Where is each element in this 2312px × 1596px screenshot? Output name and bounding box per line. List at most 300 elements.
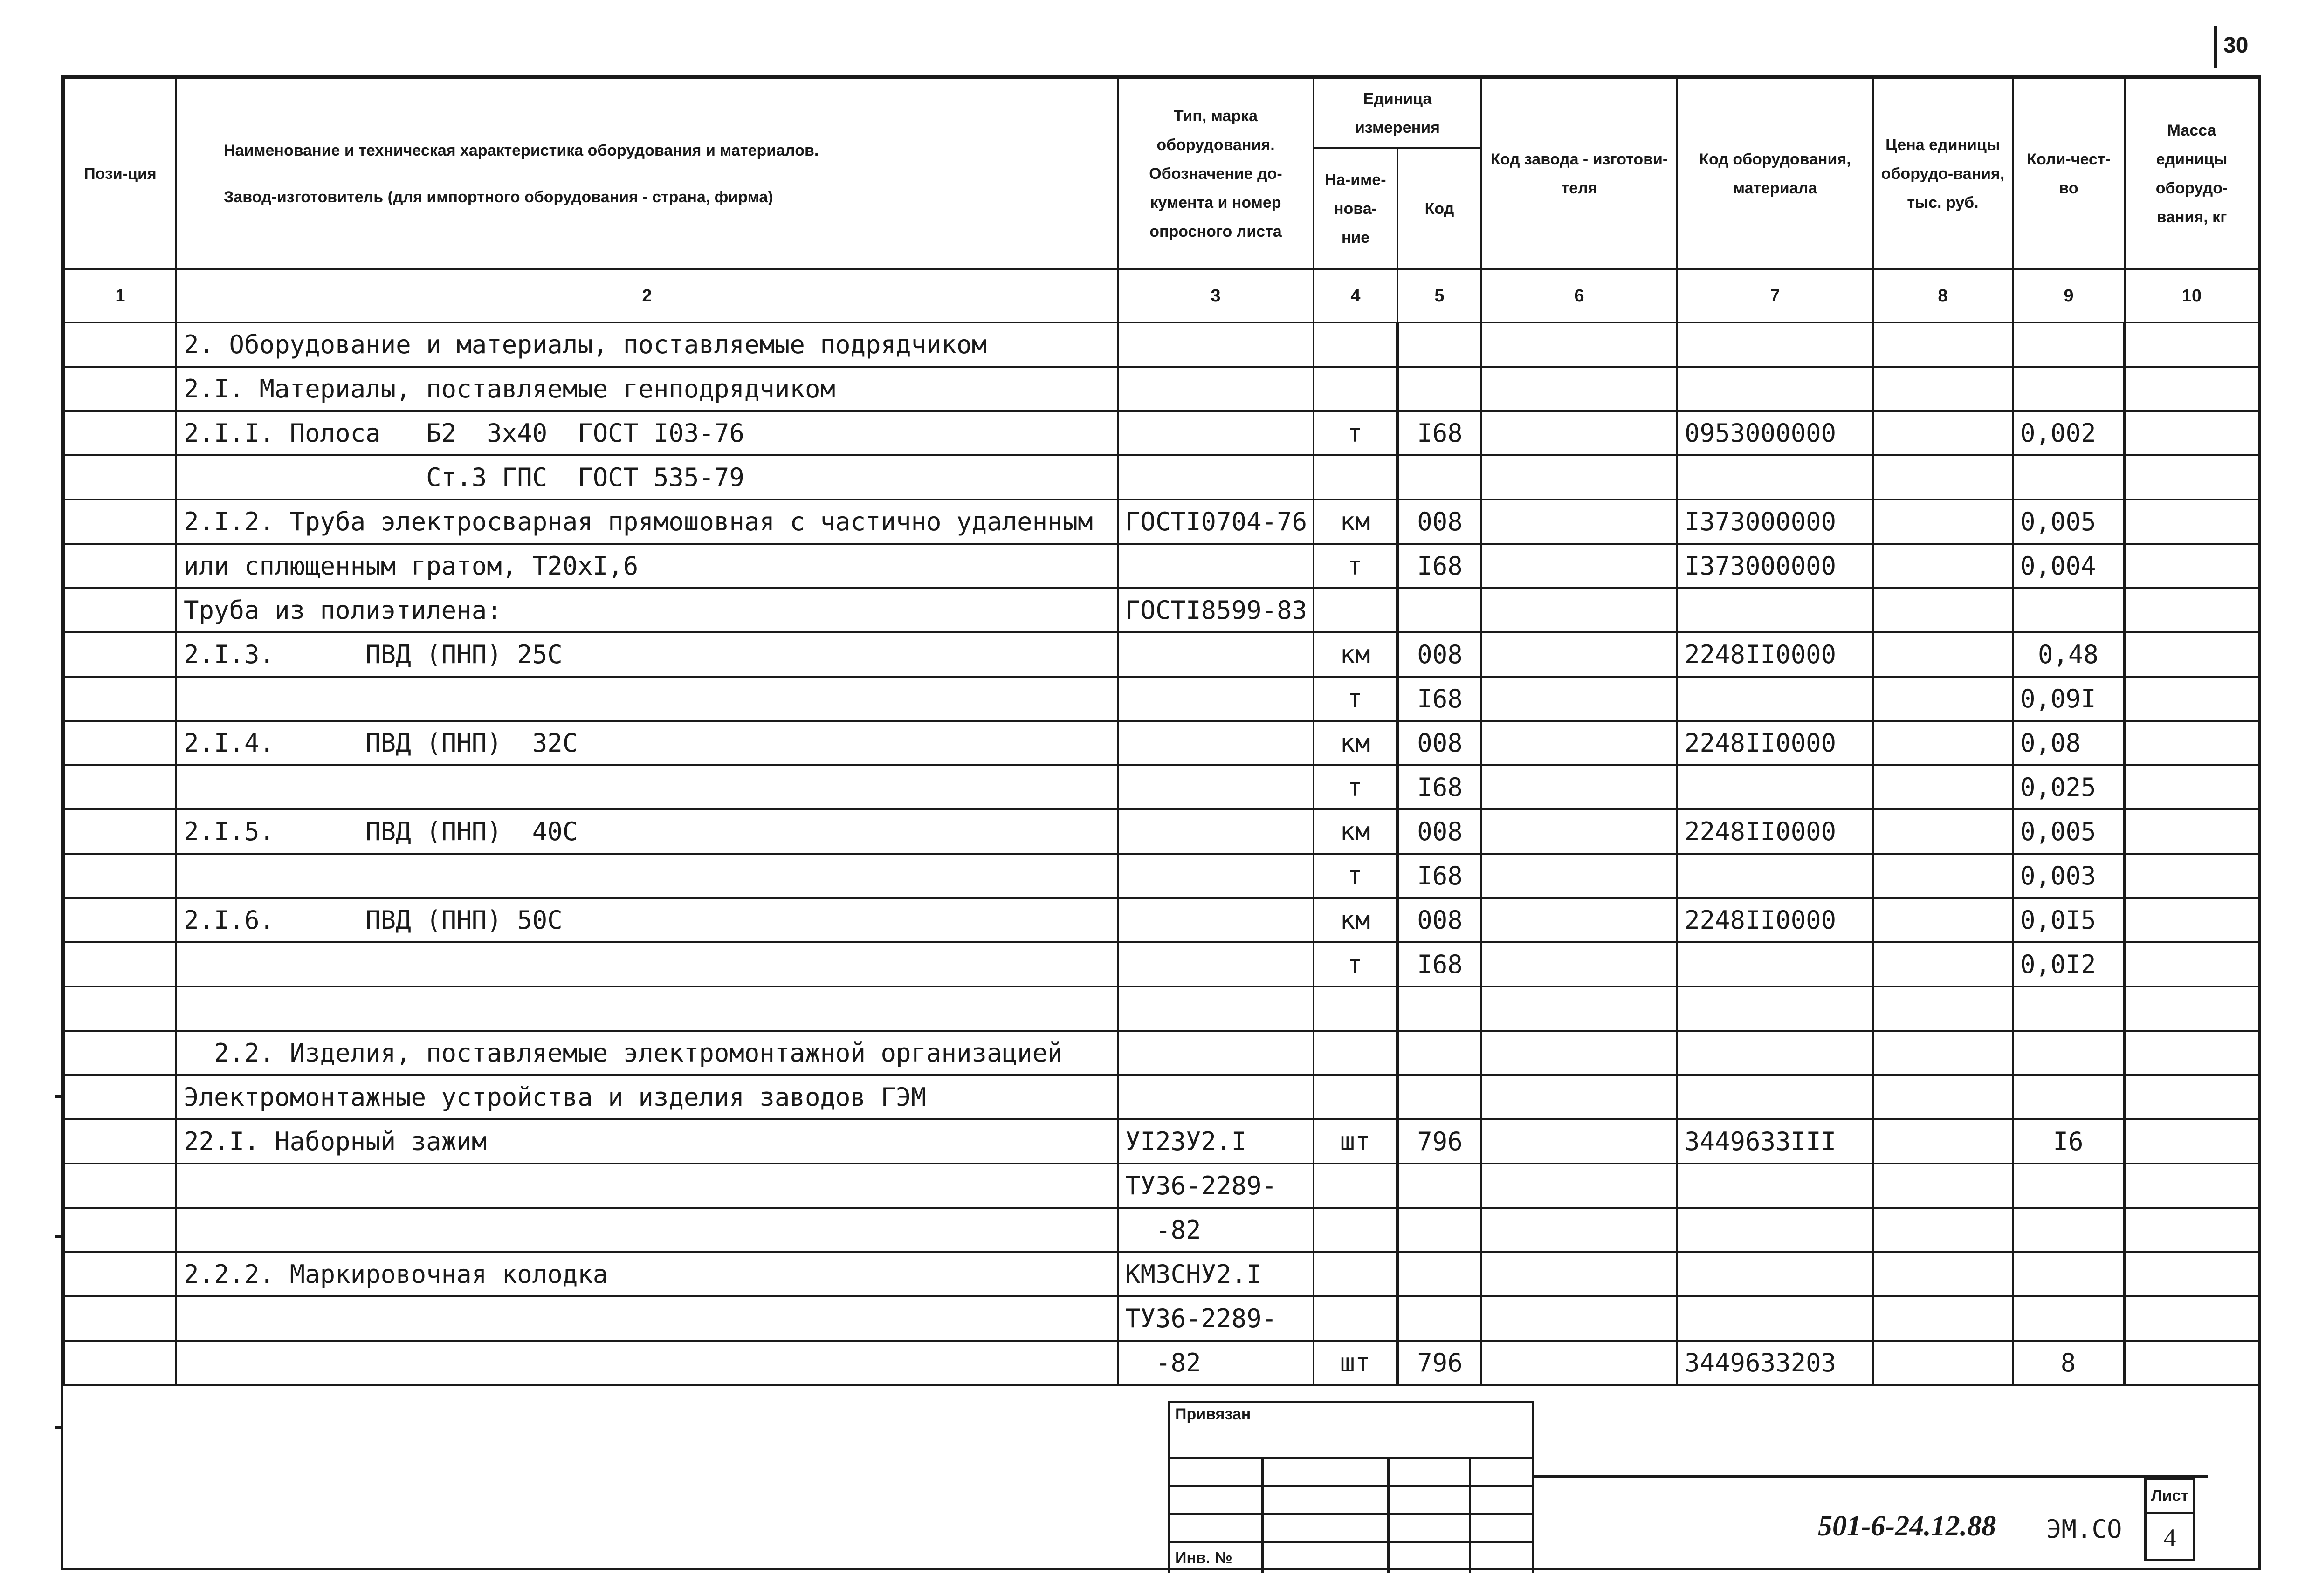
margin-tick [55, 1235, 62, 1238]
cell-qty: 0,005 [2013, 809, 2125, 854]
cell-pos [64, 1252, 176, 1296]
cell-code: I68 [1397, 677, 1481, 721]
cell-type [1118, 677, 1314, 721]
cell-name [176, 986, 1118, 1031]
cell-name [176, 1208, 1118, 1252]
document-mark: ЭМ.СО [2046, 1514, 2122, 1544]
cell-qty: 0,002 [2013, 411, 2125, 455]
cell-mass [2125, 898, 2259, 942]
cell-qty [2013, 367, 2125, 411]
table-body [64, 322, 2259, 1385]
stamp-line [1387, 1457, 1390, 1573]
cell-qty: 0,004 [2013, 544, 2125, 588]
header-factory-code: Код завода - изготови-теля [1481, 78, 1677, 269]
cell-qty: 0,09I [2013, 677, 2125, 721]
cell-price [1873, 942, 2013, 986]
cell-type [1118, 411, 1314, 455]
cell-pos [64, 942, 176, 986]
cell-unit [1314, 986, 1397, 1031]
cell-mass [2125, 588, 2259, 632]
inventory-label: Инв. № [1175, 1549, 1232, 1567]
cell-qty [2013, 986, 2125, 1031]
cell-pos [64, 721, 176, 765]
cell-equip [1677, 986, 1873, 1031]
cell-factory [1481, 588, 1677, 632]
cell-equip: 3449633203 [1677, 1341, 1873, 1385]
header-unit-code: Код [1397, 148, 1481, 269]
cell-code [1397, 367, 1481, 411]
cell-type [1118, 721, 1314, 765]
cell-price [1873, 1208, 2013, 1252]
cell-mass [2125, 677, 2259, 721]
table-row [64, 677, 2259, 721]
cell-pos [64, 1164, 176, 1208]
col-num: 7 [1677, 269, 1873, 322]
cell-type: КМЗСНУ2.I [1118, 1252, 1314, 1296]
cell-pos [64, 1031, 176, 1075]
cell-pos [64, 1119, 176, 1164]
cell-price [1873, 854, 2013, 898]
cell-name: 22.I. Наборный зажим [176, 1119, 1118, 1164]
cell-price [1873, 765, 2013, 809]
cell-mass [2125, 1252, 2259, 1296]
cell-factory [1481, 721, 1677, 765]
table-row [64, 1252, 2259, 1296]
cell-name: 2.I. Материалы, поставляемые генподрядчиком [176, 367, 1118, 411]
col-num: 9 [2013, 269, 2125, 322]
header-equipment-code: Код оборудования, материала [1677, 78, 1873, 269]
cell-name [176, 854, 1118, 898]
cell-price [1873, 1164, 2013, 1208]
cell-qty [2013, 1075, 2125, 1119]
cell-unit [1314, 455, 1397, 500]
cell-equip: I373000000 [1677, 544, 1873, 588]
cell-name: Труба из полиэтилена: [176, 588, 1118, 632]
cell-name: 2.I.3. ПВД (ПНП) 25С [176, 632, 1118, 677]
cell-code: 796 [1397, 1341, 1481, 1385]
stamp-line [1168, 1457, 1532, 1459]
column-number-row [64, 269, 2259, 322]
cell-equip: 3449633III [1677, 1119, 1873, 1164]
cell-mass [2125, 500, 2259, 544]
cell-name: 2.I.I. Полоса Б2 3х40 ГОСТ I03-76 [176, 411, 1118, 455]
cell-type: ТУ36-2289- [1118, 1296, 1314, 1341]
cell-name [176, 1341, 1118, 1385]
cell-type: ГОСТI8599-83 [1118, 588, 1314, 632]
table-row [64, 322, 2259, 367]
page-corner-tick [2214, 26, 2217, 68]
table-row [64, 632, 2259, 677]
table-row [64, 411, 2259, 455]
cell-qty: 8 [2013, 1341, 2125, 1385]
cell-code: I68 [1397, 765, 1481, 809]
cell-unit [1314, 1296, 1397, 1341]
cell-mass [2125, 986, 2259, 1031]
cell-pos [64, 854, 176, 898]
col-num: 5 [1397, 269, 1481, 322]
cell-price [1873, 544, 2013, 588]
cell-mass [2125, 1341, 2259, 1385]
cell-factory [1481, 765, 1677, 809]
cell-factory [1481, 367, 1677, 411]
cell-unit: т [1314, 942, 1397, 986]
cell-code: 008 [1397, 632, 1481, 677]
specification-sheet [61, 75, 2261, 1570]
cell-factory [1481, 411, 1677, 455]
cell-pos [64, 1075, 176, 1119]
cell-equip: 0953000000 [1677, 411, 1873, 455]
cell-name [176, 942, 1118, 986]
cell-price [1873, 367, 2013, 411]
cell-unit [1314, 1252, 1397, 1296]
cell-code [1397, 1031, 1481, 1075]
cell-unit: км [1314, 721, 1397, 765]
cell-factory [1481, 1164, 1677, 1208]
cell-unit [1314, 1208, 1397, 1252]
cell-factory [1481, 455, 1677, 500]
cell-unit: т [1314, 677, 1397, 721]
cell-mass [2125, 1164, 2259, 1208]
cell-price [1873, 1252, 2013, 1296]
table-row [64, 986, 2259, 1031]
cell-factory [1481, 898, 1677, 942]
table-row [64, 588, 2259, 632]
cell-equip: 2248II0000 [1677, 809, 1873, 854]
table-row [64, 544, 2259, 588]
cell-type [1118, 455, 1314, 500]
cell-pos [64, 1341, 176, 1385]
cell-code: 008 [1397, 898, 1481, 942]
cell-mass [2125, 322, 2259, 367]
cell-qty: 0,0I5 [2013, 898, 2125, 942]
cell-price [1873, 1296, 2013, 1341]
cell-code: I68 [1397, 411, 1481, 455]
cell-factory [1481, 1075, 1677, 1119]
cell-factory [1481, 322, 1677, 367]
cell-code [1397, 1075, 1481, 1119]
cell-mass [2125, 765, 2259, 809]
cell-equip [1677, 854, 1873, 898]
cell-name: Электромонтажные устройства и изделия заводов ГЭМ [176, 1075, 1118, 1119]
cell-unit [1314, 1031, 1397, 1075]
cell-type: ГОСТI0704-76 [1118, 500, 1314, 544]
attached-label: Привязан [1175, 1405, 1251, 1423]
table-row [64, 809, 2259, 854]
cell-type [1118, 854, 1314, 898]
cell-code: 008 [1397, 721, 1481, 765]
cell-price [1873, 677, 2013, 721]
cell-price [1873, 1075, 2013, 1119]
cell-name [176, 677, 1118, 721]
cell-pos [64, 677, 176, 721]
cell-equip [1677, 1075, 1873, 1119]
header-position: Пози-ция [64, 78, 176, 269]
cell-pos [64, 322, 176, 367]
cell-price [1873, 721, 2013, 765]
cell-unit: шт [1314, 1341, 1397, 1385]
cell-code: 008 [1397, 809, 1481, 854]
cell-unit: км [1314, 898, 1397, 942]
cell-type [1118, 809, 1314, 854]
cell-qty: 0,005 [2013, 500, 2125, 544]
cell-mass [2125, 1031, 2259, 1075]
cell-type: ТУ36-2289- [1118, 1164, 1314, 1208]
cell-unit: т [1314, 544, 1397, 588]
cell-mass [2125, 632, 2259, 677]
cell-factory [1481, 1031, 1677, 1075]
cell-factory [1481, 677, 1677, 721]
cell-equip [1677, 1164, 1873, 1208]
stamp-line [1261, 1457, 1264, 1573]
cell-price [1873, 455, 2013, 500]
cell-unit: т [1314, 411, 1397, 455]
cell-code [1397, 1208, 1481, 1252]
cell-mass [2125, 1296, 2259, 1341]
cell-name [176, 1164, 1118, 1208]
cell-pos [64, 632, 176, 677]
cell-name: 2.2.2. Маркировочная колодка [176, 1252, 1118, 1296]
header-unit-name: На-име-нова-ние [1314, 148, 1397, 269]
cell-mass [2125, 367, 2259, 411]
cell-qty [2013, 322, 2125, 367]
cell-qty: 0,08 [2013, 721, 2125, 765]
table-row [64, 765, 2259, 809]
header-name [176, 78, 1118, 269]
cell-name: 2.I.5. ПВД (ПНП) 40С [176, 809, 1118, 854]
stamp-line [1168, 1485, 1532, 1487]
cell-price [1873, 898, 2013, 942]
cell-factory [1481, 1252, 1677, 1296]
cell-unit [1314, 367, 1397, 411]
cell-type [1118, 1031, 1314, 1075]
cell-mass [2125, 455, 2259, 500]
cell-name [176, 1296, 1118, 1341]
cell-price [1873, 322, 2013, 367]
document-code: 501-6-24.12.88 [1818, 1510, 1996, 1542]
cell-price [1873, 1031, 2013, 1075]
cell-factory [1481, 986, 1677, 1031]
cell-equip: 2248II0000 [1677, 632, 1873, 677]
cell-code [1397, 1164, 1481, 1208]
cell-price [1873, 809, 2013, 854]
cell-mass [2125, 721, 2259, 765]
cell-factory [1481, 632, 1677, 677]
cell-type [1118, 898, 1314, 942]
table-row [64, 1075, 2259, 1119]
cell-code: 796 [1397, 1119, 1481, 1164]
col-num: 6 [1481, 269, 1677, 322]
col-num: 10 [2125, 269, 2259, 322]
cell-pos [64, 588, 176, 632]
col-num: 4 [1314, 269, 1397, 322]
stamp-line [1168, 1541, 1532, 1543]
cell-price [1873, 588, 2013, 632]
cell-name [176, 765, 1118, 809]
table-row [64, 1296, 2259, 1341]
stamp-line [1532, 1475, 2208, 1478]
page-number: 30 [2223, 33, 2249, 58]
stamp-line [1168, 1401, 1170, 1573]
cell-unit: т [1314, 765, 1397, 809]
cell-equip [1677, 588, 1873, 632]
cell-equip [1677, 455, 1873, 500]
cell-code: I68 [1397, 854, 1481, 898]
sheet-number-box [2144, 1477, 2195, 1561]
cell-type: УI23У2.I [1118, 1119, 1314, 1164]
cell-code [1397, 588, 1481, 632]
header-name-line1: Наименование и техническая характеристика оборудования и материалов. [224, 142, 819, 159]
cell-unit [1314, 1075, 1397, 1119]
stamp-line [1168, 1401, 1532, 1403]
stamp-line [1469, 1457, 1471, 1573]
cell-unit [1314, 322, 1397, 367]
cell-factory [1481, 1208, 1677, 1252]
cell-equip [1677, 677, 1873, 721]
sheet-label: Лист [2147, 1480, 2193, 1514]
cell-name: 2. Оборудование и материалы, поставляемые подрядчиком [176, 322, 1118, 367]
cell-equip: 2248II0000 [1677, 721, 1873, 765]
cell-factory [1481, 1341, 1677, 1385]
cell-type [1118, 942, 1314, 986]
sheet-number: 4 [2163, 1524, 2176, 1552]
cell-name: 2.I.2. Труба электросварная прямошовная с частично удаленным [176, 500, 1118, 544]
cell-mass [2125, 1119, 2259, 1164]
cell-type: -82 [1118, 1208, 1314, 1252]
table-row [64, 942, 2259, 986]
cell-type [1118, 986, 1314, 1031]
cell-qty: I6 [2013, 1119, 2125, 1164]
cell-equip [1677, 1208, 1873, 1252]
cell-code [1397, 455, 1481, 500]
cell-type [1118, 544, 1314, 588]
cell-unit: км [1314, 632, 1397, 677]
header-price: Цена единицы оборудо-вания, тыс. руб. [1873, 78, 2013, 269]
cell-price [1873, 411, 2013, 455]
cell-qty [2013, 1031, 2125, 1075]
cell-pos [64, 367, 176, 411]
cell-type [1118, 765, 1314, 809]
cell-equip [1677, 322, 1873, 367]
cell-type: -82 [1118, 1341, 1314, 1385]
cell-qty [2013, 1252, 2125, 1296]
table-row [64, 1341, 2259, 1385]
table-row [64, 1031, 2259, 1075]
cell-price [1873, 632, 2013, 677]
stamp-line [1168, 1513, 1532, 1515]
cell-qty: 0,48 [2013, 632, 2125, 677]
cell-type [1118, 1075, 1314, 1119]
cell-pos [64, 986, 176, 1031]
cell-equip [1677, 367, 1873, 411]
table-row [64, 367, 2259, 411]
cell-code: I68 [1397, 544, 1481, 588]
cell-pos [64, 898, 176, 942]
cell-pos [64, 455, 176, 500]
cell-code [1397, 1296, 1481, 1341]
cell-factory [1481, 942, 1677, 986]
header-quantity: Коли-чест-во [2013, 78, 2125, 269]
cell-qty: 0,003 [2013, 854, 2125, 898]
cell-unit: т [1314, 854, 1397, 898]
cell-name: Ст.3 ГПС ГОСТ 535-79 [176, 455, 1118, 500]
cell-code: 008 [1397, 500, 1481, 544]
cell-mass [2125, 1208, 2259, 1252]
cell-equip [1677, 1252, 1873, 1296]
cell-factory [1481, 1296, 1677, 1341]
cell-mass [2125, 544, 2259, 588]
header-name-line2: Завод-изготовитель (для импортного оборудования - страна, фирма) [224, 188, 773, 206]
col-num: 8 [1873, 269, 2013, 322]
cell-name: 2.I.6. ПВД (ПНП) 50С [176, 898, 1118, 942]
cell-equip [1677, 1296, 1873, 1341]
cell-equip [1677, 942, 1873, 986]
cell-code [1397, 986, 1481, 1031]
col-num: 1 [64, 269, 176, 322]
cell-mass [2125, 411, 2259, 455]
cell-pos [64, 809, 176, 854]
header-mass: Масса единицы оборудо-вания, кг [2125, 78, 2259, 269]
cell-factory [1481, 544, 1677, 588]
cell-factory [1481, 854, 1677, 898]
table-row [64, 854, 2259, 898]
table-row [64, 500, 2259, 544]
cell-price [1873, 500, 2013, 544]
cell-mass [2125, 809, 2259, 854]
cell-mass [2125, 1075, 2259, 1119]
col-num: 3 [1118, 269, 1314, 322]
margin-tick [55, 1095, 62, 1098]
cell-unit: км [1314, 500, 1397, 544]
cell-unit [1314, 1164, 1397, 1208]
cell-pos [64, 544, 176, 588]
cell-price [1873, 1119, 2013, 1164]
cell-equip: I373000000 [1677, 500, 1873, 544]
cell-pos [64, 1208, 176, 1252]
cell-pos [64, 1296, 176, 1341]
cell-price [1873, 986, 2013, 1031]
cell-pos [64, 765, 176, 809]
cell-name: или сплющенным гратом, Т20хI,6 [176, 544, 1118, 588]
cell-qty: 0,025 [2013, 765, 2125, 809]
cell-qty [2013, 1208, 2125, 1252]
cell-factory [1481, 809, 1677, 854]
table-row [64, 1208, 2259, 1252]
cell-mass [2125, 942, 2259, 986]
cell-qty: 0,0I2 [2013, 942, 2125, 986]
cell-unit [1314, 588, 1397, 632]
stamp-line [1532, 1401, 1534, 1573]
table-row [64, 1119, 2259, 1164]
cell-qty [2013, 1296, 2125, 1341]
header-unit: Единица измерения [1314, 78, 1481, 148]
cell-code: I68 [1397, 942, 1481, 986]
cell-factory [1481, 1119, 1677, 1164]
cell-unit: км [1314, 809, 1397, 854]
cell-qty [2013, 588, 2125, 632]
cell-qty [2013, 455, 2125, 500]
specification-table [63, 77, 2260, 1386]
cell-qty [2013, 1164, 2125, 1208]
cell-equip [1677, 1031, 1873, 1075]
cell-code [1397, 322, 1481, 367]
cell-type [1118, 367, 1314, 411]
cell-pos [64, 500, 176, 544]
table-header [64, 78, 2259, 322]
table-row [64, 721, 2259, 765]
cell-type [1118, 322, 1314, 367]
cell-equip: 2248II0000 [1677, 898, 1873, 942]
cell-code [1397, 1252, 1481, 1296]
